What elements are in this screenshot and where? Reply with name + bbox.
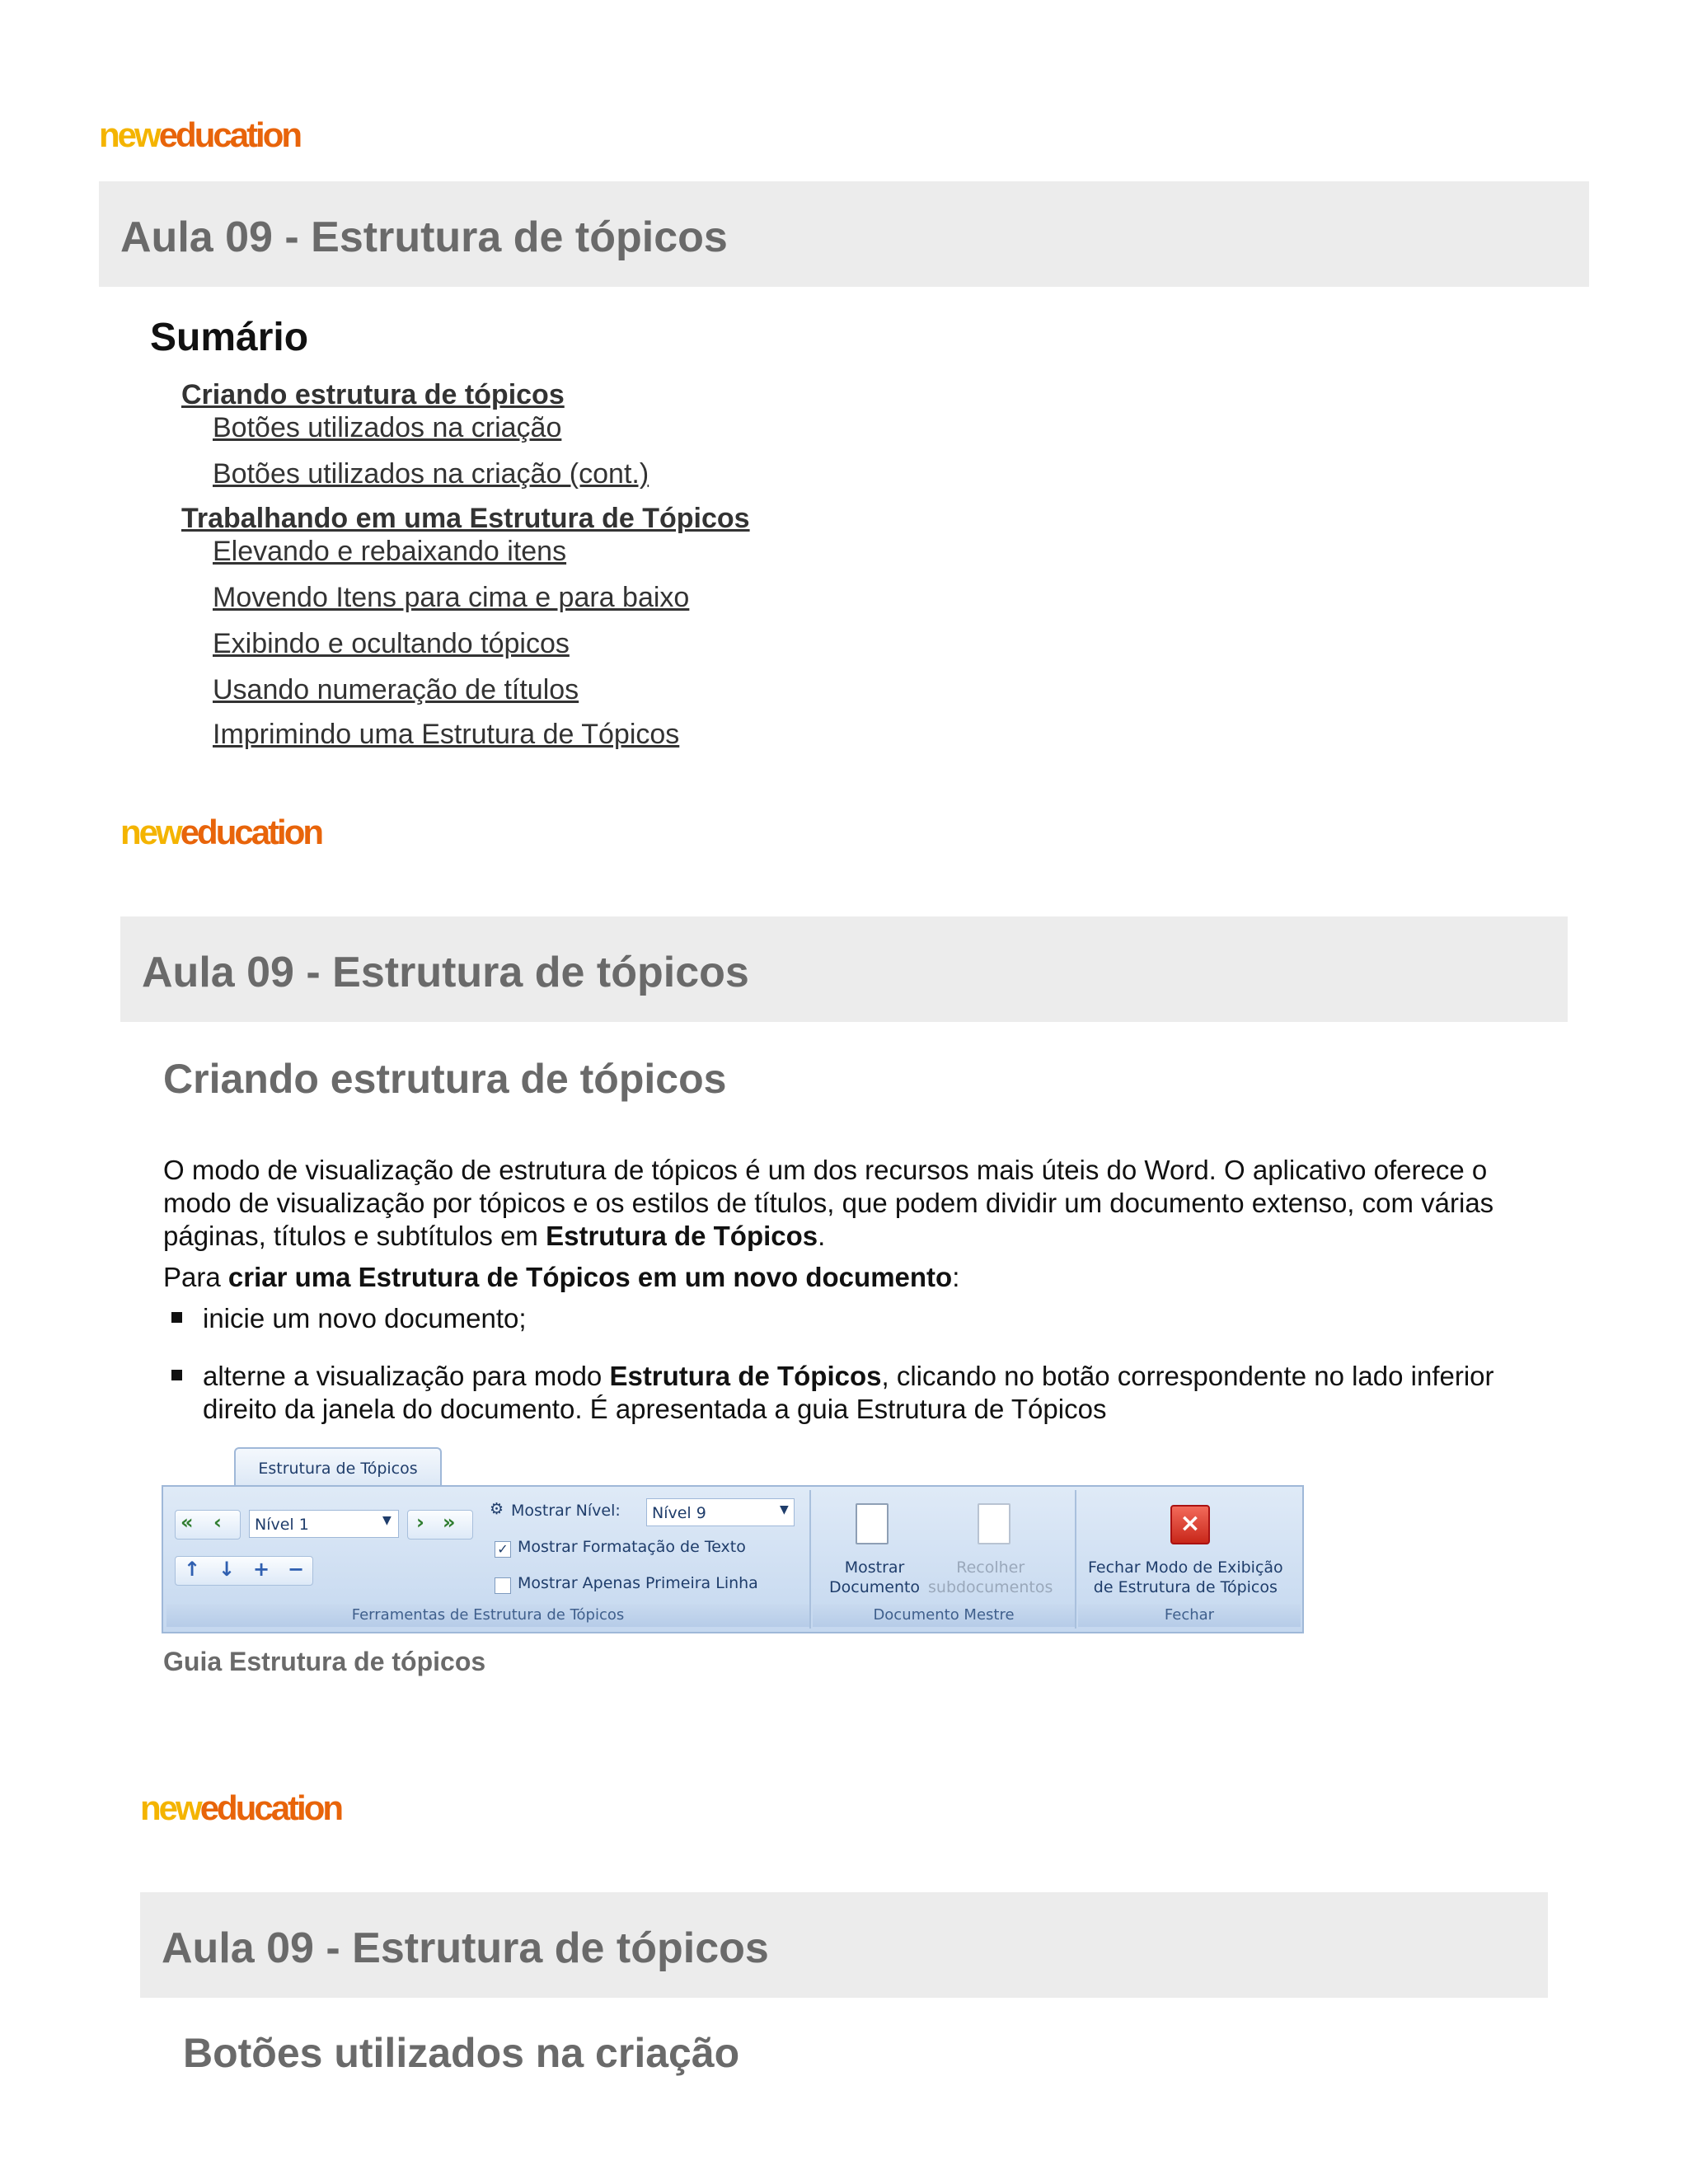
left-arrow-icon: ‹ xyxy=(213,1511,222,1534)
first-line-checkbox[interactable] xyxy=(495,1577,511,1594)
slide-header: Aula 09 - Estrutura de tópicos xyxy=(120,213,728,261)
intro-paragraph: O modo de visualização de estrutura de tópicos é um dos recursos mais úteis do Word. O aplicativo oferece o modo de visualização por tópicos e os estilos de títulos, que podem dividir um documento extenso, com várias páginas, títulos e subtítulos em Estrutura de Tópicos. xyxy=(163,1155,1494,1251)
bullet-marker xyxy=(171,1312,182,1323)
right-arrow-icon: › xyxy=(416,1511,424,1534)
toc-link-movendo[interactable]: Movendo Itens para cima e para baixo xyxy=(213,582,690,613)
toc-link-botoes-cont[interactable]: Botões utilizados na criação (cont.) xyxy=(213,458,649,490)
move-up-icon: ↑ xyxy=(184,1558,201,1581)
toc-link-elevando[interactable]: Elevando e rebaixando itens xyxy=(213,536,567,567)
ribbon-group-tools xyxy=(166,1490,811,1629)
toc-link-trabalhando[interactable]: Trabalhando em uma Estrutura de Tópicos xyxy=(181,503,750,534)
collapse-icon: − xyxy=(288,1558,305,1581)
show-format-label: Mostrar Formatação de Texto xyxy=(518,1538,746,1556)
bullet-marker xyxy=(171,1370,182,1380)
promote-heading-button[interactable] xyxy=(175,1510,241,1540)
group-label: Documento Mestre xyxy=(813,1604,1075,1627)
first-line-label: Mostrar Apenas Primeira Linha xyxy=(518,1574,758,1592)
slide-header-bar xyxy=(120,916,1568,1022)
group-label: Ferramentas de Estrutura de Tópicos xyxy=(166,1604,809,1627)
section-title: Criando estrutura de tópicos xyxy=(163,1056,727,1102)
bullet-item: alterne a visualização para modo Estrutura de Tópicos, clicando no botão correspondente no lado inferior direito da janela do documento. É apresentada a guia Estrutura de Tópicos xyxy=(203,1361,1494,1424)
toc-link-imprimindo[interactable]: Imprimindo uma Estrutura de Tópicos xyxy=(213,719,680,750)
toc-link-numeracao[interactable]: Usando numeração de títulos xyxy=(213,674,579,705)
collapse-subdocs-icon xyxy=(978,1503,1010,1544)
show-level-label: Mostrar Nível: xyxy=(511,1502,621,1520)
slide-header: Aula 09 - Estrutura de tópicos xyxy=(142,949,749,996)
toc-link-exibindo[interactable]: Exibindo e ocultando tópicos xyxy=(213,628,570,659)
collapse-subdocs-button[interactable]: Recolher subdocumentos xyxy=(928,1558,1053,1596)
close-outline-button[interactable]: Fechar Modo de Exibição de Estrutura de Tópicos xyxy=(1088,1558,1283,1596)
brand-logo: neweducation xyxy=(120,813,322,851)
group-label: Fechar xyxy=(1078,1604,1301,1627)
double-left-arrow-icon: « xyxy=(181,1511,194,1534)
ribbon-body xyxy=(162,1485,1304,1633)
chevron-down-icon: ▼ xyxy=(780,1503,789,1516)
move-down-icon: ↓ xyxy=(218,1558,236,1581)
demote-button[interactable] xyxy=(407,1510,473,1540)
ribbon-group-close xyxy=(1078,1490,1301,1629)
brand-logo: neweducation xyxy=(99,115,301,154)
figure-caption: Guia Estrutura de tópicos xyxy=(163,1647,486,1676)
expand-icon: + xyxy=(253,1558,270,1581)
show-document-icon xyxy=(856,1503,889,1544)
show-format-checkbox[interactable]: ✓ xyxy=(495,1541,511,1558)
ribbon-image xyxy=(162,1447,1304,1633)
slide-header-bar xyxy=(99,181,1589,287)
outline-level-combo[interactable]: Nível 1 xyxy=(249,1510,399,1538)
toc-link-botoes[interactable]: Botões utilizados na criação xyxy=(213,412,562,443)
ribbon-tab[interactable]: Estrutura de Tópicos xyxy=(234,1447,442,1488)
chevron-down-icon: ▼ xyxy=(382,1514,392,1527)
close-icon[interactable]: × xyxy=(1170,1505,1210,1544)
bullet-item: inicie um novo documento; xyxy=(203,1303,527,1333)
section-title: Botões utilizados na criação xyxy=(183,2030,740,2076)
instruction-paragraph: Para criar uma Estrutura de Tópicos em um novo documento: xyxy=(163,1262,960,1292)
double-right-arrow-icon: » xyxy=(443,1511,456,1534)
brand-logo: neweducation xyxy=(140,1788,342,1827)
ribbon-group-master xyxy=(813,1490,1076,1629)
show-level-icon: ⚙ xyxy=(490,1500,504,1518)
toc-link-criando[interactable]: Criando estrutura de tópicos xyxy=(181,379,565,410)
slide-header: Aula 09 - Estrutura de tópicos xyxy=(162,1924,769,1972)
show-document-button[interactable]: Mostrar Documento xyxy=(829,1558,921,1596)
move-outline-buttons[interactable] xyxy=(175,1556,313,1586)
toc-title: Sumário xyxy=(150,316,309,359)
slide-header-bar xyxy=(140,1892,1548,1998)
show-level-combo[interactable]: Nível 9 xyxy=(646,1498,795,1526)
